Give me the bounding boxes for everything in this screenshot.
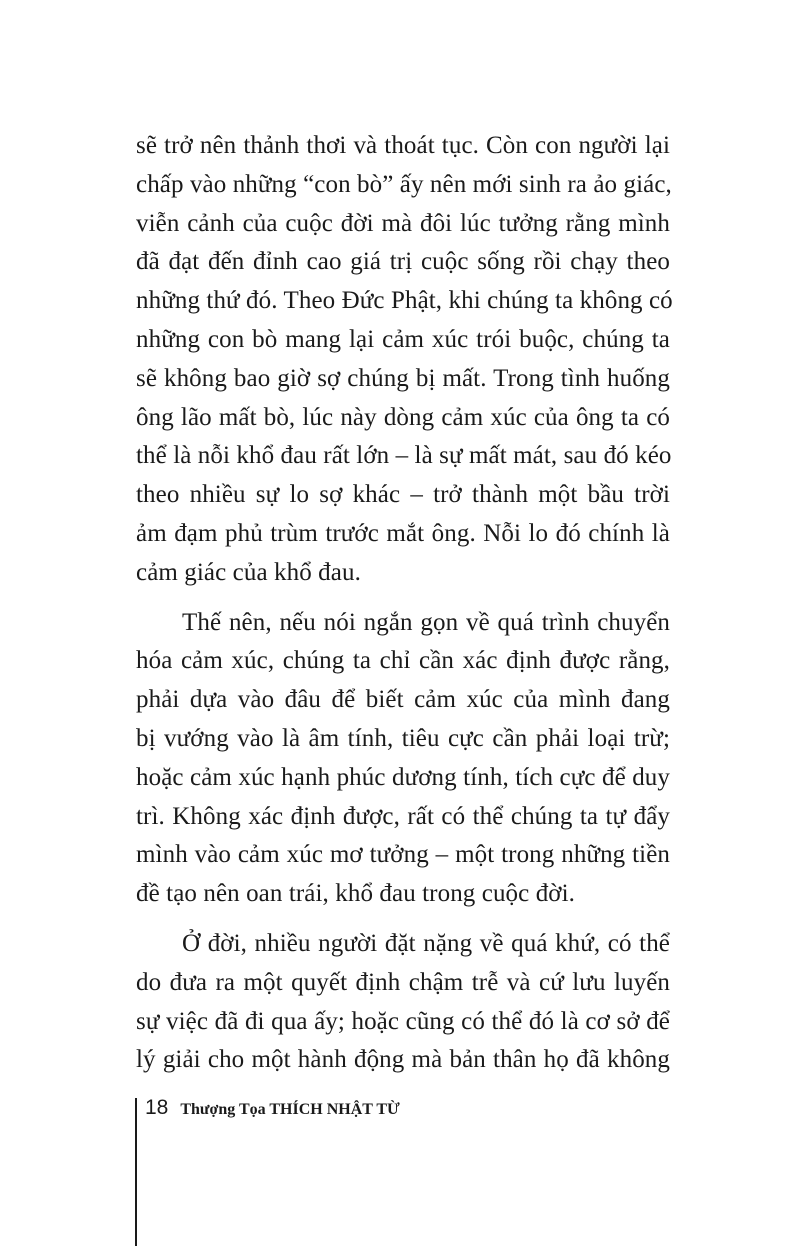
- text-line: do đưa ra một quyết định chậm trễ và cứ lưu luyến: [136, 968, 670, 996]
- text-line: Ở đời, nhiều người đặt nặng về quá khứ, có thể: [182, 929, 670, 957]
- text-line: sẽ trở nên thảnh thơi và thoát tục. Còn con người lại: [136, 132, 670, 159]
- paragraph-1: [136, 127, 673, 593]
- text-line: những thứ đó. Theo Đức Phật, khi chúng ta không có: [136, 287, 673, 315]
- text-line: sự việc đã đi qua ấy; hoặc cũng có thể đó là cơ sở để: [136, 1007, 670, 1035]
- text-line: theo nhiều sự lo sợ khác – trở thành một bầu trời: [136, 481, 670, 509]
- page-number: 18: [145, 1096, 169, 1119]
- running-head: Thượng Tọa THÍCH NHẬT TỪ: [180, 1101, 400, 1118]
- text-line: mình vào cảm xúc mơ tưởng – một trong những tiền: [136, 841, 670, 869]
- text-line: Thế nên, nếu nói ngắn gọn về quá trình chuyển: [182, 608, 670, 636]
- text-line: hoặc cảm xúc hạnh phúc dương tính, tích cực để duy: [136, 763, 670, 791]
- footer-vertical-rule: [135, 1098, 137, 1246]
- text-line: viễn cảnh của cuộc đời mà đôi lúc tưởng rằng mình: [136, 209, 670, 237]
- text-line: chấp vào những “con bò” ấy nên mới sinh ra ảo giác,: [136, 170, 672, 198]
- page-footer: [145, 1096, 400, 1120]
- text-line: sẽ không bao giờ sợ chúng bị mất. Trong tình huống: [136, 364, 670, 392]
- text-line: lý giải cho một hành động mà bản thân họ đã không: [136, 1046, 670, 1074]
- text-line: trì. Không xác định được, rất có thể chúng ta tự đẩy: [136, 802, 670, 830]
- text-line: bị vướng vào là âm tính, tiêu cực cần phải loại trừ;: [136, 724, 670, 752]
- text-line: đã đạt đến đỉnh cao giá trị cuộc sống rồi chạy theo: [136, 248, 670, 276]
- text-line: phải dựa vào đâu để biết cảm xúc của mình đang: [136, 686, 670, 714]
- paragraph-3: [136, 925, 670, 1080]
- text-line: cảm giác của khổ đau.: [136, 558, 361, 586]
- text-line: ảm đạm phủ trùm trước mắt ông. Nỗi lo đó chính là: [136, 519, 670, 547]
- text-line: ông lão mất bò, lúc này dòng cảm xúc của ông ta có: [136, 403, 670, 431]
- paragraph-2: [136, 604, 670, 914]
- text-line: đề tạo nên oan trái, khổ đau trong cuộc đời.: [136, 880, 576, 908]
- text-line: thể là nỗi khổ đau rất lớn – là sự mất mát, sau đó kéo: [136, 442, 672, 470]
- text-line: hóa cảm xúc, chúng ta chỉ cần xác định được rằng,: [136, 647, 670, 675]
- text-line: những con bò mang lại cảm xúc trói buộc, chúng ta: [136, 325, 670, 353]
- body-text: [136, 127, 673, 1080]
